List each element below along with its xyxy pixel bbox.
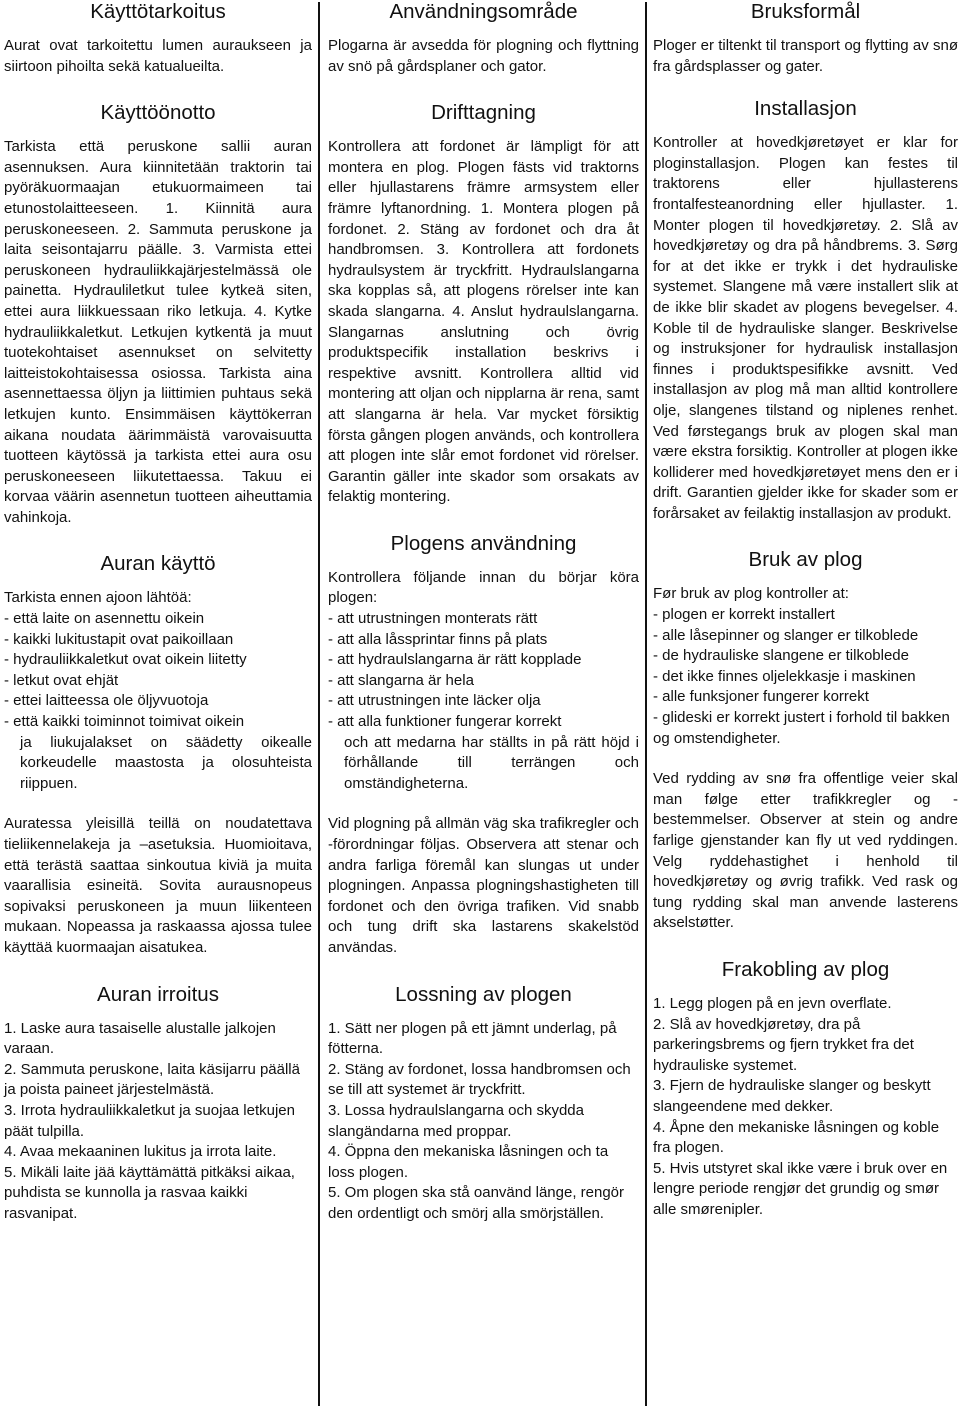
section-text-installation: Tarkista että peruskone sallii auran asennuksen. Aura kiinnitetään traktorin tai pyöräkuormaajan etukuormaimeen tai etunostolaitteeseen. 1. Kiinnitä aura peruskoneeseen. 2. Sammuta peruskone ja laita seisontajarru päälle. 3. Varmista ettei peruskoneen hydrauliikkajärjestelmässä ole painetta. Hydrauliletkut tulee kytkeä siten, ettei aura liikkuessaan riko letkuja. 4. Kytke hydrauliikkaletkut. Letkujen kytkentä ja muut tuotekohtaiset asennukset on selvitetty laitteistokohtaisessa osiossa. Tarkista aina asennettaessa öljyn ja liittimien puhtaus sekä letkujen kunto. Ensimmäisen käyttökerran aikana noudata äärimmäistä varovaisuutta tuotteen käytössä ja tarkista ettei aura osu peruskoneeseen liikutettaessa. Takuu ei korvaa väärin asennetun tuotteen aiheuttamia vahinkoja. xyxy=(4,138,312,526)
checklist xyxy=(328,609,639,794)
list-item: 1. Sätt ner plogen på ett jämnt underlag, på fötterna. xyxy=(328,1019,617,1058)
list-item: - hydrauliikkaletkut ovat oikein liitetty xyxy=(4,651,247,669)
column-finnish xyxy=(0,0,318,1408)
list-item: 2. Stäng av fordonet, lossa handbromsen och se till att systemet är tryckfritt. xyxy=(328,1060,631,1099)
column-norwegian xyxy=(647,0,960,1408)
section-text-purpose: Aurat ovat tarkoitettu lumen auraukseen ja siirtoon pihoilta sekä katualueilta. xyxy=(4,37,312,75)
list-item: 1. Legg plogen på en jevn overflate. xyxy=(653,994,892,1012)
section-text-purpose: Ploger er tiltenkt til transport og flytting av snø fra gårdsplasser og gater. xyxy=(653,37,958,75)
checklist-intro: Kontrollera följande innan du börjar köra plogen: xyxy=(328,568,639,607)
section-heading-purpose: Användningsområde xyxy=(389,0,578,23)
section-text-use: Vid plogning på allmän väg ska trafikregler och -förordningar följas. Observera att stenar och andra farliga föremål kan slungas ut under plogningen. Anpassa plogningshastigheten till fordonet och den övriga trafiken. Vid snabb och tung drift ska lastarens skakelstöd användas. xyxy=(328,815,639,956)
list-item: - letkut ovat ehjät xyxy=(4,671,119,689)
steps-list xyxy=(653,994,958,1221)
section-text-use: Ved rydding av snø fra offentlige veier skal man følge etter trafikkregler og -bestemmelser. Observer at stein og andre farlige gjenstander kan fly ut ved ryddingen. Velg ryddehastighet i henhold til hovedkjøretøy og øvrig trafikk. Ved rask og tung rydding skal man anvende lasterens akselstøtter. xyxy=(653,770,958,932)
list-item: - att utrustningen inte läcker olja xyxy=(328,692,541,710)
section-heading-detach: Frakobling av plog xyxy=(721,957,890,981)
column-swedish xyxy=(320,0,645,1408)
section-text-installation: Kontrollera att fordonet är lämpligt för att montera en plog. Plogen fästs vid traktorns eller hjullastarens främre armsystem eller främre lyftanordning. 1. Montera plogen på fordonet. 2. Stäng av fordonet och dra åt handbromsen. 3. Kontrollera att fordonets hydraulsystem är tryckfritt. Hydraulslangarna ska kopplas så, att plogens rörelser inte kan skada slangarna. 4. Anslut hydraulslangarna. Slangarnas anslutning och övrig produktspecifik installation beskrivs i respektive avsnitt. Kontrollera alltid vid montering att oljan och nipplarna är rena, samt att slangarna är hela. Var mycket försiktig första gången plogen används, och kontrollera att plogen inte slår emot fordonet vid rörelser. Garantin gäller inte skador som orsakats av felaktig montering. xyxy=(328,138,639,506)
list-item: 3. Lossa hydraulslangarna och skydda slangändarna med proppar. xyxy=(328,1101,584,1140)
section-heading-use: Auran käyttö xyxy=(100,552,216,576)
list-item: - att slangarna är hela xyxy=(328,671,474,689)
steps-list xyxy=(4,1019,312,1225)
section-heading-installation: Installasjon xyxy=(754,97,857,121)
section-heading-purpose: Bruksformål xyxy=(750,0,861,23)
list-item: - glideski er korrekt justert i forhold til bakken og omstendigheter. xyxy=(653,709,950,747)
list-item: 2. Sammuta peruskone, laita käsijarru päällä ja poista paineet järjestelmästä. xyxy=(4,1060,300,1099)
section-text-use: Auratessa yleisillä teillä on noudatettava tieliikennelakeja ja –asetuksia. Huomioitava, että terästä saattaa sinkoutua kiviä ja muita vaarallisia esineitä. Sovita aurausnopeus sopivaksi peruskoneen ja muun liikenteen mukaan. Nopeassa ja raskaassa ajossa tulee käyttää kuormaajan aisatukea. xyxy=(4,815,312,956)
steps-list xyxy=(328,1019,639,1225)
section-heading-detach: Auran irroitus xyxy=(97,982,219,1006)
list-item-continuation: ja liukujalakset on säädetty oikealle korkeudelle maastosta ja olosuhteista riippuen. xyxy=(20,733,312,792)
section-heading-use: Plogens användning xyxy=(390,531,577,555)
list-item: 3. Irrota hydrauliikkaletkut ja suojaa letkujen päät tulpilla. xyxy=(4,1101,295,1140)
list-item: - det ikke finnes oljelekkasje i maskinen xyxy=(653,667,916,685)
list-item: 4. Åpne den mekaniske låsningen og koble fra plogen. xyxy=(653,1118,940,1157)
checklist-intro: Før bruk av plog kontroller at: xyxy=(653,585,849,603)
list-item: - että laite on asennettu oikein xyxy=(4,610,205,628)
list-item: - alle låsepinner og slanger er tilkoblede xyxy=(653,626,919,644)
list-item: 5. Mikäli laite jää käyttämättä pitkäksi aikaa, puhdista se kunnolla ja rasvaa kaikki rasvanipat. xyxy=(4,1163,295,1222)
section-heading-use: Bruk av plog xyxy=(748,548,863,572)
list-item: - kaikki lukitustapit ovat paikoillaan xyxy=(4,630,234,648)
list-item: 4. Avaa mekaaninen lukitus ja irrota laite. xyxy=(4,1143,277,1161)
list-item: - att utrustningen monterats rätt xyxy=(328,610,538,628)
section-text-installation: Kontroller at hovedkjøretøyet er klar for ploginstallasjon. Plogen kan festes til traktorens eller hjullasterens frontalfesteanordning eller hjullaster. 1. Monter plogen til hovedkjøretøy. 2. Slå av hovedkjøretøy og dra på håndbrems. 3. Sørg for at det ikke er trykk i det hydrauliske systemet. Slangene må være installert slik at de ikke blir skadet av plogens bevegelser. 4. Koble til de hydrauliske slanger. Beskrivelse og instruksjoner for hydraulisk installasjon finnes i produktspesifikke avsnitt. Ved installasjon av plog må man alltid kontrollere olje, slangenes tilstand og niplenes renhet. Ved førstegangs bruk av plogen skal man være ekstra forsiktig. Kontroller at plogen ikke kolliderer med hovedkjøretøyet mens den er i drift. Garantien gjelder ikke for skader som er forårsaket av feilaktig installasjon av produkt. xyxy=(653,134,958,522)
list-item: - ettei laitteessa ole öljyvuotoja xyxy=(4,692,209,710)
section-heading-installation: Käyttöönotto xyxy=(100,101,216,125)
list-item: 1. Laske aura tasaiselle alustalle jalkojen varaan. xyxy=(4,1019,276,1058)
list-item: - att alla låssprintar finns på plats xyxy=(328,630,548,648)
checklist xyxy=(653,605,958,749)
checklist-intro: Tarkista ennen ajoon lähtöä: xyxy=(4,589,192,607)
checklist xyxy=(4,609,312,794)
section-heading-detach: Lossning av plogen xyxy=(395,982,572,1006)
list-item-continuation: och att medarna har ställts in på rätt höjd i förhållande till terrängen och omständigheterna. xyxy=(344,733,639,792)
list-item: - alle funksjoner fungerer korrekt xyxy=(653,688,869,706)
section-heading-purpose: Käyttötarkoitus xyxy=(90,0,226,23)
list-item: - att hydraulslangarna är rätt kopplade xyxy=(328,651,582,669)
list-item: 3. Fjern de hydrauliske slanger og beskytt slangeendene med dekker. xyxy=(653,1077,931,1115)
section-text-purpose: Plogarna är avsedda för plogning och flyttning av snö på gårdsplaner och gator. xyxy=(328,37,639,75)
list-item: - de hydrauliske slangene er tilkoblede xyxy=(653,647,909,665)
list-item: 4. Öppna den mekaniska låsningen och ta loss plogen. xyxy=(328,1143,609,1181)
list-item: 2. Slå av hovedkjøretøy, dra på parkeringsbrems og fjern trykket fra det hydrauliske systemet. xyxy=(653,1015,914,1074)
list-item: - att alla funktioner fungerar korrekt xyxy=(328,713,562,731)
section-heading-installation: Drifttagning xyxy=(431,101,536,125)
list-item: - että kaikki toiminnot toimivat oikein xyxy=(4,713,245,731)
list-item: - plogen er korrekt installert xyxy=(653,606,835,624)
list-item: 5. Hvis utstyret skal ikke være i bruk over en lengre periode rengjør det grundig og smør alle smørenipler. xyxy=(653,1159,948,1218)
list-item: 5. Om plogen ska stå oanvänd länge, rengör den ordentligt och smörj alla smörjställen. xyxy=(328,1184,625,1222)
